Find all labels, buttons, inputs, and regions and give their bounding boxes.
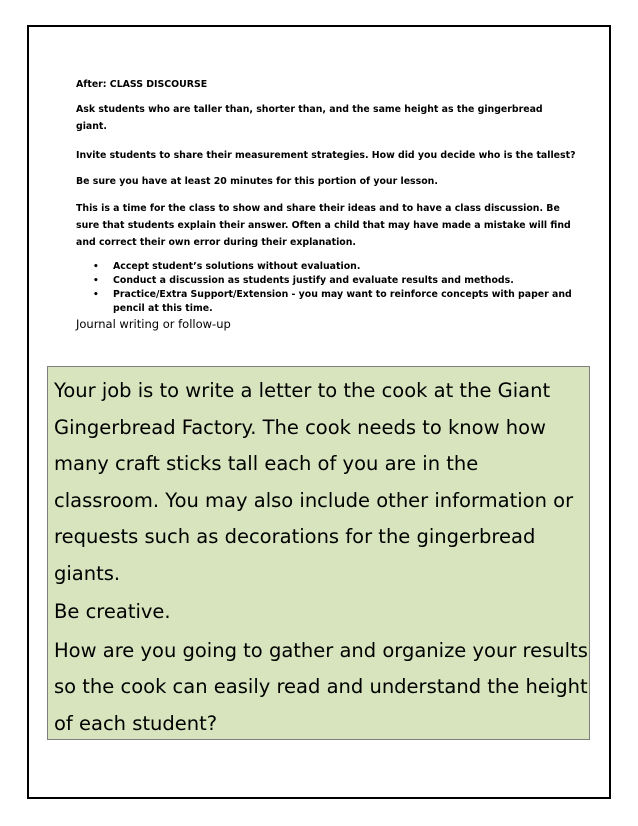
list-item-text: Conduct a discussion as students justify and evaluate results and methods. [113, 275, 514, 286]
task-line: Your job is to write a letter to the cook at the Giant [54, 379, 551, 402]
paragraph-line: Ask students who are taller than, shorter than, and the same height as the gingerbread [76, 104, 543, 115]
list-item-text: Accept student’s solutions without evaluation. [113, 261, 361, 272]
task-line: giants. [54, 561, 121, 585]
task-line: requests such as decorations for the gingerbread [54, 525, 536, 548]
paragraph-time: Be sure you have at least 20 minutes for this portion of your lesson. [76, 176, 438, 187]
bullet-icon: • [93, 276, 99, 286]
section-heading: After: CLASS DISCOURSE [76, 79, 208, 90]
task-line: How are you going to gather and organize your results [54, 638, 588, 662]
bullet-icon: • [93, 262, 99, 272]
list-item [76, 288, 572, 316]
task-box [47, 366, 590, 740]
paragraph-strategies: Invite students to share their measurement strategies. How did you decide who is the tallest? [76, 150, 576, 161]
list-item [76, 274, 566, 288]
list-item [76, 260, 566, 274]
journal-heading: Journal writing or follow-up [76, 317, 231, 331]
task-line: classroom. You may also include other information or [54, 488, 574, 512]
bullet-list [76, 260, 572, 316]
task-line: of each student? [54, 711, 218, 735]
task-line: Be creative. [54, 600, 171, 623]
paragraph-compare-heights [76, 101, 566, 135]
paragraph-discussion [76, 200, 571, 251]
task-line: so the cook can easily read and understand the height [54, 675, 588, 698]
task-line: many craft sticks tall each of you are in the [54, 452, 479, 475]
paragraph-line: This is a time for the class to show and share their ideas and to have a class discussion. Be [76, 203, 560, 214]
paragraph-line: giant. [76, 121, 107, 132]
paragraph-line: sure that students explain their answer. Often a child that may have made a mistake will find [76, 220, 571, 231]
task-line: Gingerbread Factory. The cook needs to know how [54, 415, 546, 439]
list-item-text: Practice/Extra Support/Extension - you may want to reinforce concepts with paper and [113, 289, 572, 300]
bullet-icon: • [93, 290, 99, 300]
list-item-text: pencil at this time. [113, 303, 213, 314]
paragraph-line: and correct their own error during their explanation. [76, 237, 356, 248]
